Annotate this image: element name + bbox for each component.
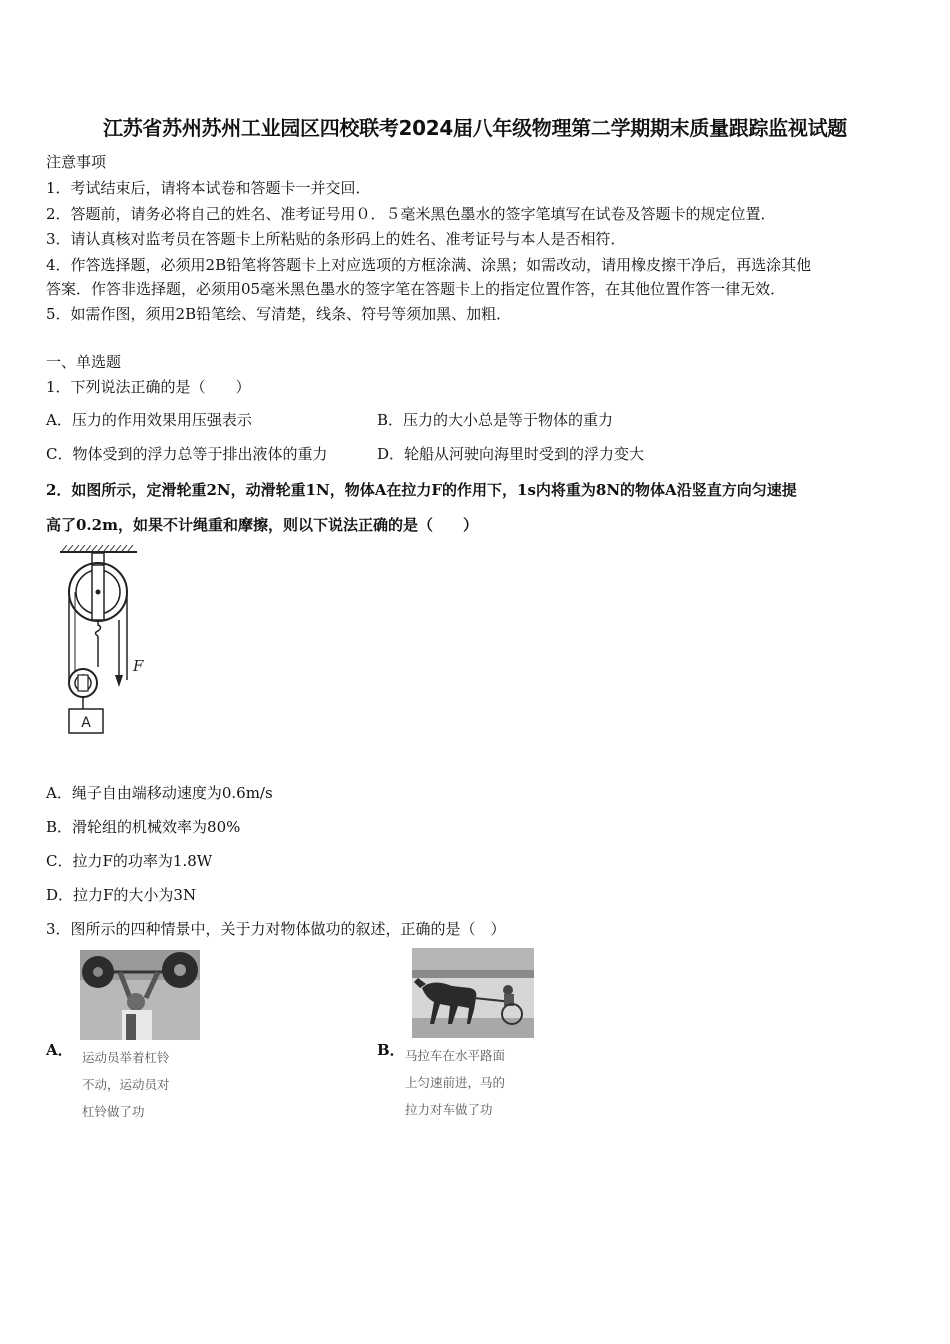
- block-label: A: [81, 715, 91, 731]
- caption-line: 不动，运动员对: [82, 1077, 170, 1092]
- q2-option-d: D．拉力F的大小为3N: [46, 886, 197, 904]
- q1-option-c: C．物体受到的浮力总等于排出液体的重力: [46, 445, 328, 463]
- q3-option-a-caption: [82, 1044, 170, 1125]
- q3-option-a-label: A．: [46, 1041, 73, 1059]
- weightlifter-photo: [80, 950, 200, 1040]
- q2-stem-line1: 2．如图所示，定滑轮重2N，动滑轮重1N，物体A在拉力F的作用下，1s内将重为8N的物体A沿竖直方向匀速提: [46, 481, 797, 499]
- q2-option-c: C．拉力F的功率为1.8W: [46, 852, 213, 870]
- q1-option-b: B．压力的大小总是等于物体的重力: [377, 411, 614, 429]
- notice-heading: 注意事项: [46, 153, 107, 171]
- q1-stem: 1．下列说法正确的是（ ）: [46, 378, 251, 396]
- q3-stem: 3．图所示的四种情景中，关于力对物体做功的叙述，正确的是（ ）: [46, 920, 506, 938]
- q2-option-b: B．滑轮组的机械效率为80%: [46, 818, 241, 836]
- exam-title: 江苏省苏州苏州工业园区四校联考2024届八年级物理第二学期期末质量跟踪监视试题: [103, 116, 847, 140]
- q1-option-a: A．压力的作用效果用压强表示: [46, 411, 252, 429]
- notice-item: 4．作答选择题，必须用2B铅笔将答题卡上对应选项的方框涂满、涂黑；如需改动，请用橡皮擦干净后，再选涂其他: [46, 256, 812, 274]
- notice-item: 2．答题前，请务必将自己的姓名、准考证号用０．５毫米黑色墨水的签字笔填写在试卷及答题卡的规定位置．: [46, 205, 776, 223]
- notice-item: 1．考试结束后，请将本试卷和答题卡一并交回．: [46, 179, 371, 197]
- caption-line: 杠铃做了功: [82, 1104, 145, 1119]
- q1-option-d: D．轮船从河驶向海里时受到的浮力变大: [377, 445, 645, 463]
- force-label: F: [133, 657, 144, 675]
- caption-line: 马拉车在水平路面: [405, 1048, 506, 1063]
- q2-option-a: A．绳子自由端移动速度为0.6m/s: [46, 784, 273, 802]
- q3-option-b-label: B．: [377, 1041, 405, 1059]
- caption-line: 上匀速前进，马的: [405, 1075, 506, 1090]
- caption-line: 运动员举着杠铃: [82, 1050, 170, 1065]
- section-heading: 一、单选题: [46, 353, 122, 371]
- q3-option-b-caption: [405, 1042, 505, 1123]
- caption-line: 拉力对车做了功: [405, 1102, 493, 1117]
- q2-stem-line2: 高了0.2m，如果不计绳重和摩擦，则以下说法正确的是（ ）: [46, 516, 478, 534]
- notice-item: 3．请认真核对监考员在答题卡上所粘贴的条形码上的姓名、准考证号与本人是否相符．: [46, 230, 626, 248]
- horse-cart-photo: [412, 948, 534, 1038]
- notice-item: 答案．作答非选择题，必须用05毫米黑色墨水的签字笔在答题卡上的指定位置作答，在其他位置作答一律无效．: [46, 280, 786, 298]
- notice-item: 5．如需作图，须用2B铅笔绘、写清楚，线条、符号等须加黑、加粗．: [46, 305, 512, 323]
- pulley-diagram: [55, 545, 165, 740]
